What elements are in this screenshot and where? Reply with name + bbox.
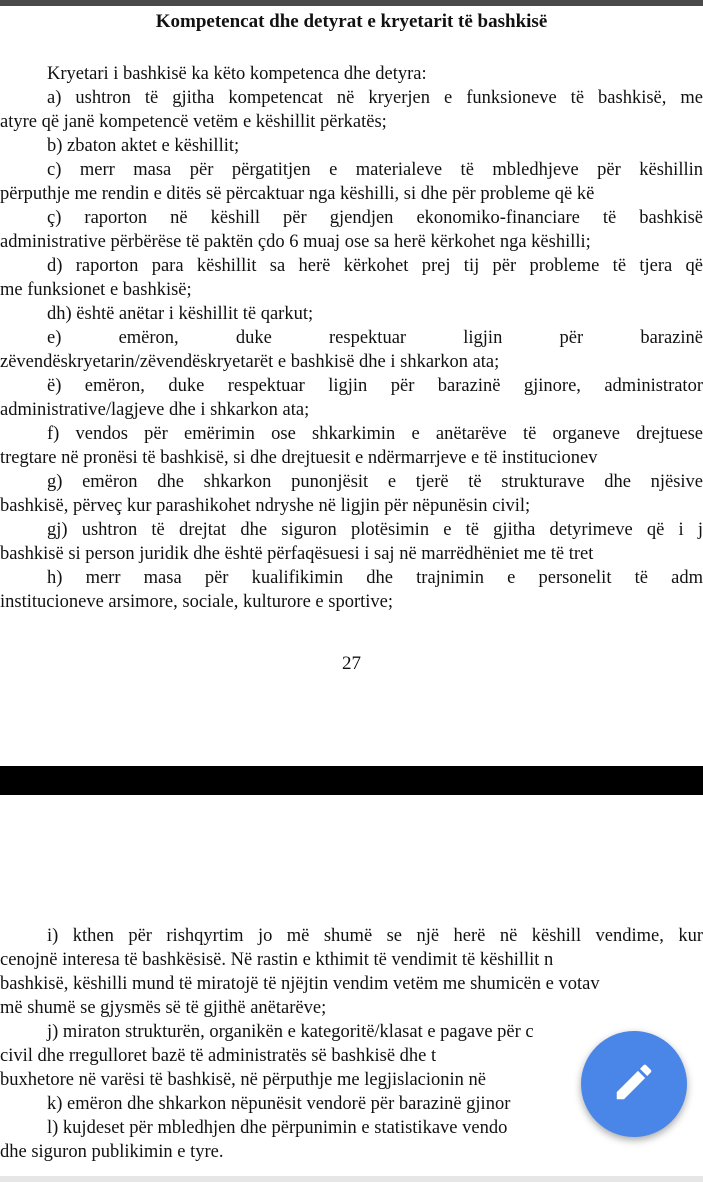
page-separator <box>0 766 703 795</box>
text-line: l) kujdeset për mbledhjen dhe përpunimin e statistikave vendo <box>47 1118 508 1138</box>
text-line: e) emëron, duke respektuar ligjin për barazinë <box>47 328 703 348</box>
edit-fab-button[interactable] <box>581 1031 687 1137</box>
text-line: k) emëron dhe shkarkon nëpunësit vendorë për barazinë gjinor <box>47 1094 511 1114</box>
text-line: d) raporton para këshillit sa herë kërkohet prej tij për probleme të tjera që <box>47 256 703 276</box>
text-line: bashkisë, përveç kur parashikohet ndryshe në ligjin për nëpunësin civil; <box>0 496 531 516</box>
text-line: h) merr masa për kualifikimin dhe trajnimin e personelit të adm <box>47 568 703 588</box>
text-line: a) ushtron të gjitha kompetencat në kryerjen e funksioneve të bashkisë, me <box>47 88 703 108</box>
text-line: zëvendëskryetarin/zëvendëskryetarët e bashkisë dhe i shkarkon ata; <box>0 352 500 372</box>
text-line: administrative/lagjeve dhe i shkarkon ata; <box>0 400 310 420</box>
text-line: j) miraton strukturën, organikën e kategoritë/klasat e pagave për c <box>47 1022 534 1042</box>
text-line: Kryetari i bashkisë ka këto kompetenca dhe detyra: <box>47 64 427 84</box>
pencil-edit-icon <box>611 1059 657 1110</box>
text-line: ç) raporton në këshill për gjendjen ekonomiko-financiare të bashkisë <box>47 208 703 228</box>
text-line: civil dhe rregulloret bazë të administratës së bashkisë dhe t <box>0 1046 437 1066</box>
text-line: dh) është anëtar i këshillit të qarkut; <box>47 304 314 324</box>
text-line: më shumë se gjysmës së të gjithë anëtarëve; <box>0 998 327 1018</box>
text-line: administrative përbërëse të paktën çdo 6 muaj ose sa herë kërkohet nga këshilli; <box>0 232 591 252</box>
text-line: bashkisë si person juridik dhe është përfaqësuesi i saj në marrëdhëniet me të tret <box>0 544 594 564</box>
text-line: me funksionet e bashkisë; <box>0 280 192 300</box>
text-line: dhe siguron publikimin e tyre. <box>0 1142 224 1162</box>
text-line: ë) emëron, duke respektuar ligjin për barazinë gjinore, administrator <box>47 376 703 396</box>
text-line: buxhetore në varësi të bashkisë, në përputhje me legjislacionin në <box>0 1070 486 1090</box>
text-line: bashkisë, këshilli mund të miratojë të njëjtin vendim vetëm me shumicën e votav <box>0 974 600 994</box>
text-line: b) zbaton aktet e këshillit; <box>47 136 240 156</box>
text-line: c) merr masa për përgatitjen e materialeve të mbledhjeve për këshillin <box>47 160 703 180</box>
page-number: 27 <box>342 653 361 674</box>
text-line: gj) ushtron të drejtat dhe siguron plotësimin e të gjitha detyrimeve që i j <box>47 520 703 540</box>
text-line: institucioneve arsimore, sociale, kulturore e sportive; <box>0 592 394 612</box>
bottom-edge-bar <box>0 1176 703 1182</box>
text-line: f) vendos për emërimin ose shkarkimin e anëtarëve të organeve drejtuese <box>47 424 703 444</box>
text-line: atyre që janë kompetencë vetëm e këshillit përkatës; <box>0 112 387 132</box>
text-line: i) kthen për rishqyrtim jo më shumë se një herë në këshill vendime, kur <box>47 926 703 946</box>
top-edge-bar <box>0 0 703 6</box>
text-line: tregtare në pronësi të bashkisë, si dhe drejtuesit e ndërmarrjeve e të institucionev <box>0 448 598 468</box>
text-line: cenojnë interesa të bashkësisë. Në rastin e kthimit të vendimit të këshillit n <box>0 950 554 970</box>
text-line: përputhje me rendin e ditës së përcaktuar nga këshilli, si dhe për probleme që kë <box>0 184 595 204</box>
text-line: g) emëron dhe shkarkon punonjësit e tjerë të strukturave dhe njësive <box>47 472 703 492</box>
page-title: Kompetencat dhe detyrat e kryetarit të bashkisë <box>155 11 548 32</box>
